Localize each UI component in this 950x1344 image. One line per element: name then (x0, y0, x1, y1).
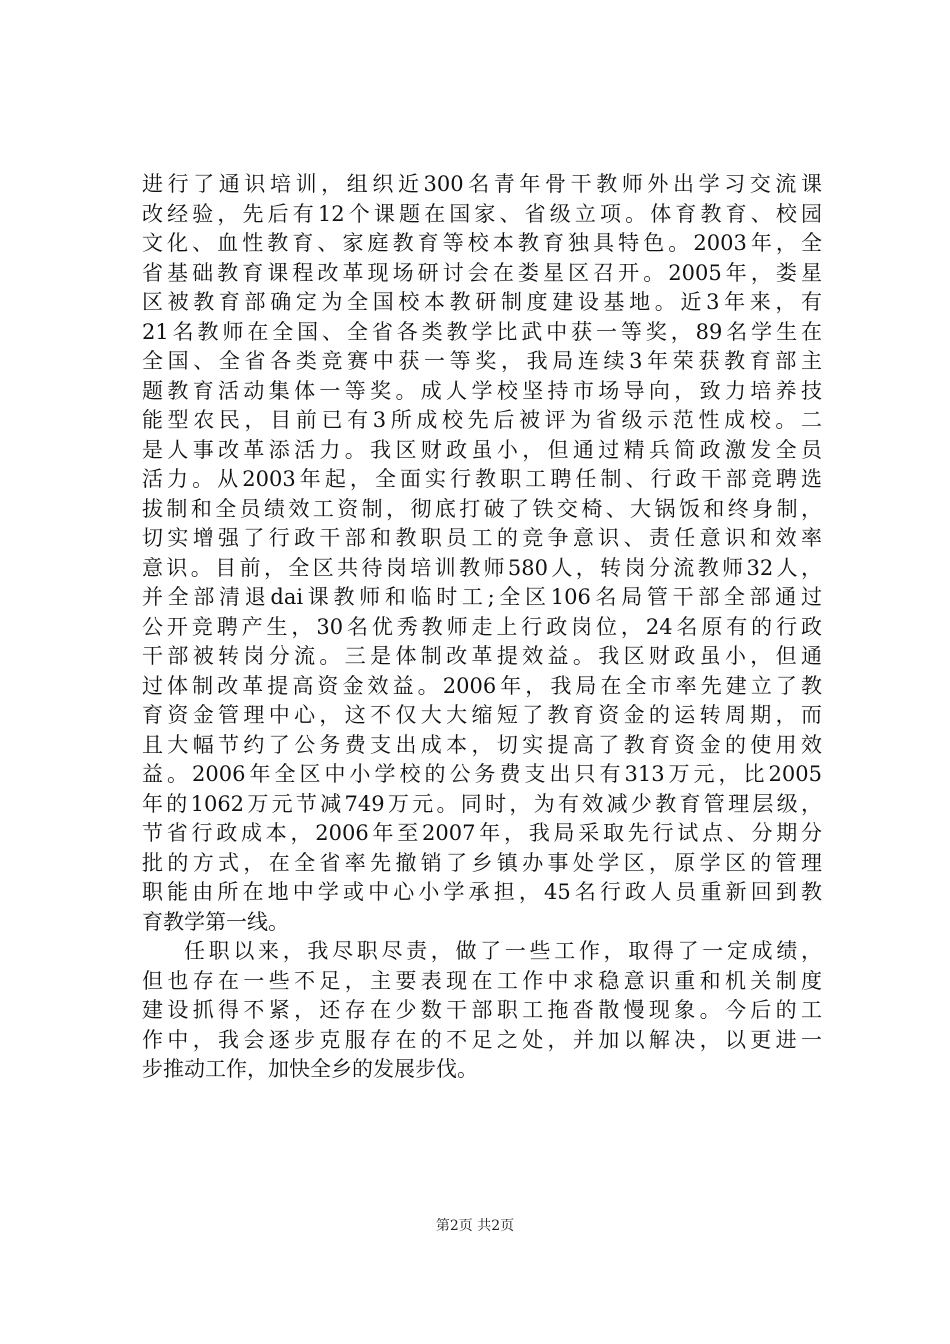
body-text (142, 170, 822, 1085)
text-line: 题教育活动集体一等奖。成人学校坚持市场导向，致力培养技 (142, 378, 822, 403)
paragraph-start-line: 任职以来，我尽职尽责，做了一些工作，取得了一定成绩， (184, 939, 822, 963)
text-line: 节省行政成本，2006年至2007年，我局采取先行试点、分期分 (142, 821, 822, 845)
text-line: 批的方式，在全省率先撤销了乡镇办事处学区，原学区的管理 (142, 850, 822, 875)
text-line: 省基础教育课程改革现场研讨会在娄星区召开。2005年，娄星 (142, 260, 822, 285)
text-line: 育资金管理中心，这不仅大大缩短了教育资金的运转周期，而 (142, 703, 822, 727)
text-line: 全国、全省各类竞赛中获一等奖，我局连续3年荣获教育部主 (142, 349, 822, 373)
text-line: 但也存在一些不足，主要表现在工作中求稳意识重和机关制度 (142, 968, 822, 993)
text-line: 活力。从2003年起，全面实行教职工聘任制、行政干部竞聘选 (142, 467, 822, 491)
text-line: 是人事改革添活力。我区财政虽小，但通过精兵简政激发全员 (142, 437, 822, 462)
page-footer: 第2页 共2页 (435, 1218, 515, 1234)
text-line: 过体制改革提高资金效益。2006年，我局在全市率先建立了教 (142, 673, 822, 698)
text-line: 进行了通识培训，组织近300名青年骨干教师外出学习交流课 (142, 172, 822, 196)
text-line: 21名教师在全国、全省各类教学比武中获一等奖，89名学生在 (142, 319, 822, 344)
paragraph-end-line: 步推动工作，加快全乡的发展步伐。 (142, 1057, 478, 1081)
text-line: 且大幅节约了公务费支出成本，切实提高了教育资金的使用效 (142, 732, 822, 757)
text-line: 文化、血性教育、家庭教育等校本教育独具特色。2003年，全 (142, 231, 822, 255)
text-line: 干部被转岗分流。三是体制改革提效益。我区财政虽小，但通 (142, 644, 822, 668)
text-line: 并全部清退dai课教师和临时工;全区106名局管干部全部通过 (142, 585, 822, 609)
text-line: 切实增强了行政干部和教职员工的竞争意识、责任意识和效率 (142, 526, 822, 550)
text-line: 公开竞聘产生，30名优秀教师走上行政岗位，24名原有的行政 (142, 614, 822, 639)
text-line: 改经验，先后有12个课题在国家、省级立项。体育教育、校园 (142, 201, 822, 226)
paragraph-end-line: 育教学第一线。 (142, 909, 289, 934)
text-line: 作中，我会逐步克服存在的不足之处，并加以解决，以更进一 (142, 1027, 822, 1052)
text-line: 能型农民，目前已有3所成校先后被评为省级示范性成校。二 (142, 408, 822, 432)
text-line: 建设抓得不紧，还存在少数干部职工拖沓散慢现象。今后的工 (142, 998, 822, 1022)
text-line: 区被教育部确定为全国校本教研制度建设基地。近3年来，有 (142, 290, 822, 314)
text-line: 益。2006年全区中小学校的公务费支出只有313万元，比2005 (142, 762, 822, 786)
text-line: 意识。目前，全区共待岗培训教师580人，转岗分流教师32人， (142, 555, 822, 580)
text-line: 年的1062万元节减749万元。同时，为有效减少教育管理层级， (142, 791, 822, 816)
text-line: 职能由所在地中学或中心小学承担，45名行政人员重新回到教 (142, 880, 822, 904)
text-line: 拔制和全员绩效工资制，彻底打破了铁交椅、大锅饭和终身制， (142, 496, 822, 521)
